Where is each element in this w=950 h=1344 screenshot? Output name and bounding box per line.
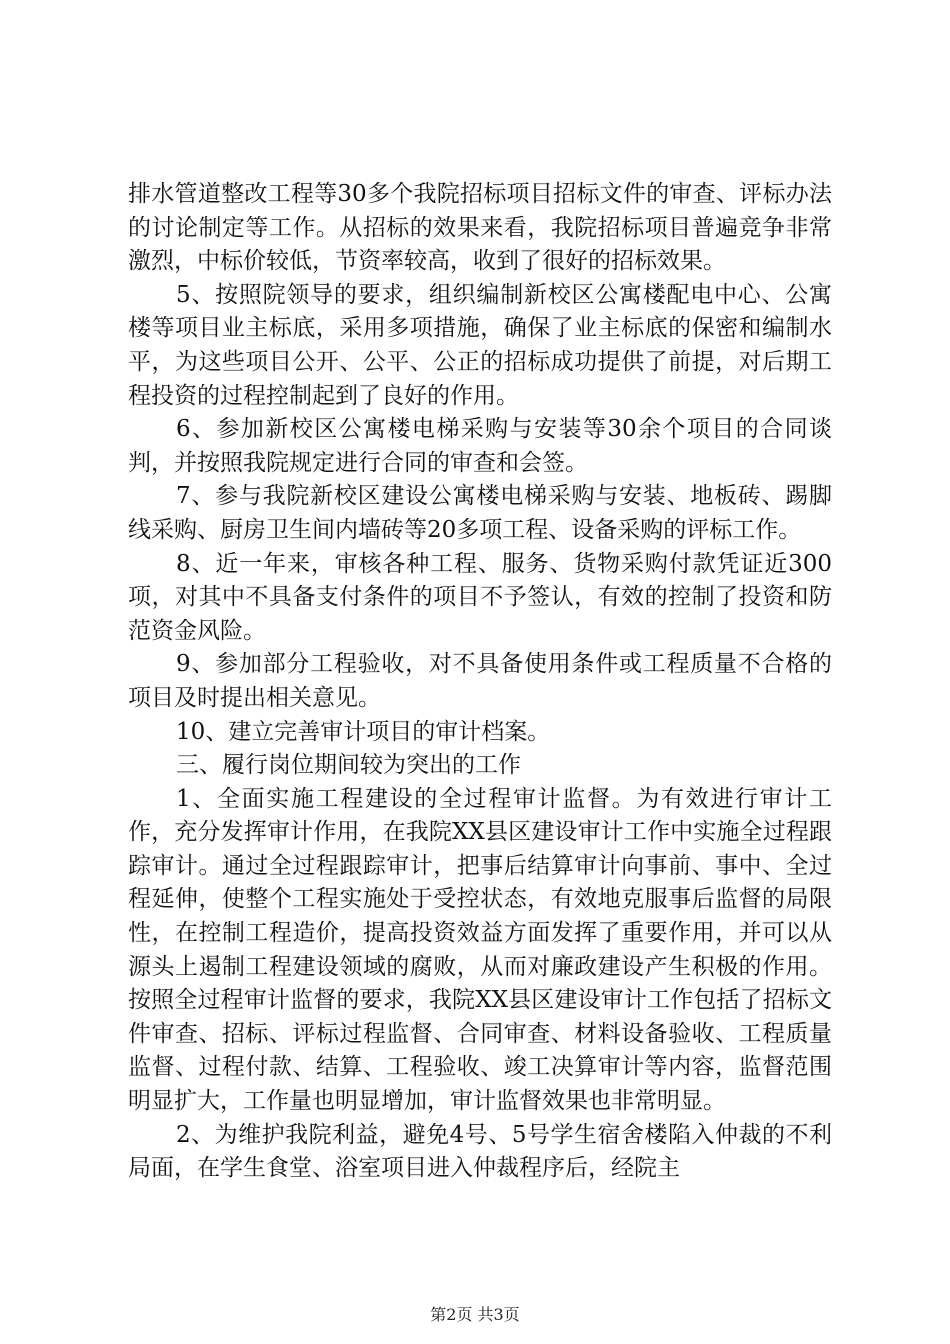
paragraph: 7、参与我院新校区建设公寓楼电梯采购与安装、地板砖、踢脚线采购、厨房卫生间内墙砖等20多项工程、设备采购的评标工作。 <box>128 483 832 543</box>
paragraph: 1、全面实施工程建设的全过程审计监督。为有效进行审计工作，充分发挥审计作用，在我院XX县区建设审计工作中实施全过程跟踪审计。通过全过程跟踪审计，把事后结算审计向事前、事中、全过程延伸，使整个工程实施处于受控状态，有效地克服事后监督的局限性，在控制工程造价，提高投资效益方面发挥了重要作用，并可以从源头上遏制工程建设领域的腐败，从而对廉政建设产生积极的作用。按照全过程审计监督的要求，我院XX县区建设审计工作包括了招标文件审查、招标、评标过程监督、合同审查、材料设备验收、工程质量监督、过程付款、结算、工程验收、竣工决算审计等内容，监督范围明显扩大，工作量也明显增加，审计监督效果也非常明显。 <box>128 785 832 1115</box>
page-number-footer: 第2页 共3页 <box>430 1305 520 1324</box>
paragraph: 2、为维护我院利益，避免4号、5号学生宿舍楼陷入仲裁的不利局面，在学生食堂、浴室项目进入仲裁程序后，经院主 <box>128 1121 832 1182</box>
paragraph: 6、参加新校区公寓楼电梯采购与安装等30余个项目的合同谈判，并按照我院规定进行合同的审查和会签。 <box>128 416 832 476</box>
document-body <box>128 178 832 1186</box>
paragraph: 10、建立完善审计项目的审计档案。 <box>176 718 551 745</box>
paragraph: 9、参加部分工程验收，对不具备使用条件或工程质量不合格的项目及时提出相关意见。 <box>128 651 832 711</box>
paragraph: 排水管道整改工程等30多个我院招标项目招标文件的审查、评标办法的讨论制定等工作。从招标的效果来看，我院招标项目普遍竞争非常激烈，中标价较低，节资率较高，收到了很好的招标效果。 <box>128 181 832 275</box>
paragraph: 8、近一年来，审核各种工程、服务、货物采购付款凭证近300项，对其中不具备支付条件的项目不予签认，有效的控制了投资和防范资金风险。 <box>128 550 832 644</box>
section-heading: 三、履行岗位期间较为突出的工作 <box>176 752 521 779</box>
paragraph: 5、按照院领导的要求，组织编制新校区公寓楼配电中心、公寓楼等项目业主标底，采用多项措施，确保了业主标底的保密和编制水平，为这些项目公开、公平、公正的招标成功提供了前提，对后期工程投资的过程控制起到了良好的作用。 <box>128 281 832 409</box>
